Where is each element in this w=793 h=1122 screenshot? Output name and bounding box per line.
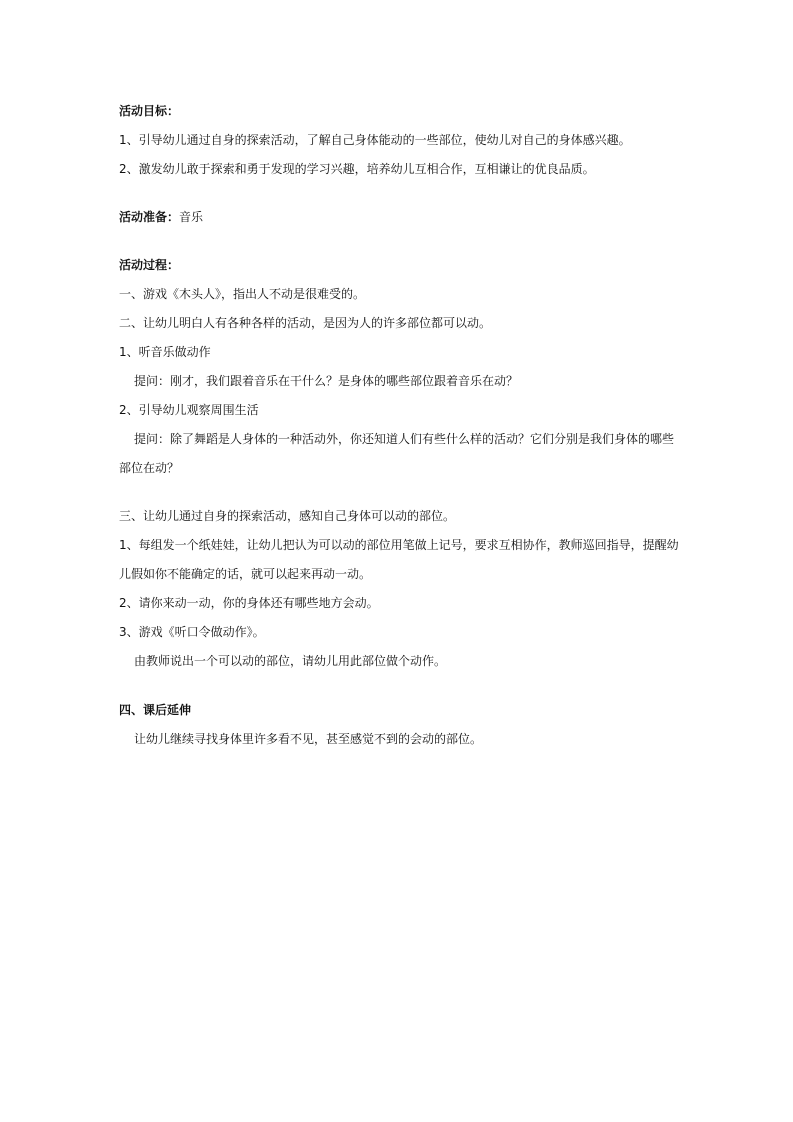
process-step-2-2: 2、引导幼儿观察周围生活 <box>119 403 259 417</box>
goals-heading: 活动目标： <box>119 104 180 118</box>
process-step-3-3: 3、游戏《听口令做动作》。 <box>119 625 265 639</box>
process-step-1: 一、游戏《木头人》，指出人不动是很难受的。 <box>119 287 366 301</box>
process-step-3-1-line1: 1、每组发一个纸娃娃，让幼儿把认为可以动的部位用笔做上记号，要求互相协作，教师巡回指导，提醒幼 <box>119 538 679 552</box>
preparation-value: 音乐 <box>179 210 204 224</box>
process-step-2-1-question: 提问：刚才，我们跟着音乐在干什么？是身体的哪些部位跟着音乐在动？ <box>134 374 519 388</box>
goal-item-2: 2、激发幼儿敢于探索和勇于发现的学习兴趣，培养幼儿互相合作，互相谦让的优良品质。 <box>119 162 595 176</box>
process-step-2-2-question-line2: 部位在动？ <box>119 461 180 475</box>
preparation-line <box>119 209 203 225</box>
process-step-3: 三、让幼儿通过自身的探索活动，感知自己身体可以动的部位。 <box>119 509 456 523</box>
extension-text: 让幼儿继续寻找身体里许多看不见，甚至感觉不到的会动的部位。 <box>134 732 483 746</box>
process-step-3-1-line2: 儿假如你不能确定的话，就可以起来再动一动。 <box>119 567 372 581</box>
process-step-3-3-description: 由教师说出一个可以动的部位，请幼儿用此部位做个动作。 <box>134 654 447 668</box>
process-heading: 活动过程： <box>119 258 180 272</box>
process-step-2-1: 1、听音乐做动作 <box>119 345 211 359</box>
process-step-2: 二、让幼儿明白人有各种各样的活动，是因为人的许多部位都可以动。 <box>119 316 492 330</box>
goal-item-1: 1、引导幼儿通过自身的探索活动，了解自己身体能动的一些部位，使幼儿对自己的身体感兴趣。 <box>119 133 631 147</box>
preparation-label: 活动准备： <box>119 210 180 224</box>
extension-heading: 四、课后延伸 <box>119 703 192 717</box>
process-step-2-2-question-line1: 提问：除了舞蹈是人身体的一种活动外，你还知道人们有些什么样的活动？它们分别是我们身体的哪些 <box>134 432 675 446</box>
process-step-3-2: 2、请你来动一动，你的身体还有哪些地方会动。 <box>119 596 379 610</box>
